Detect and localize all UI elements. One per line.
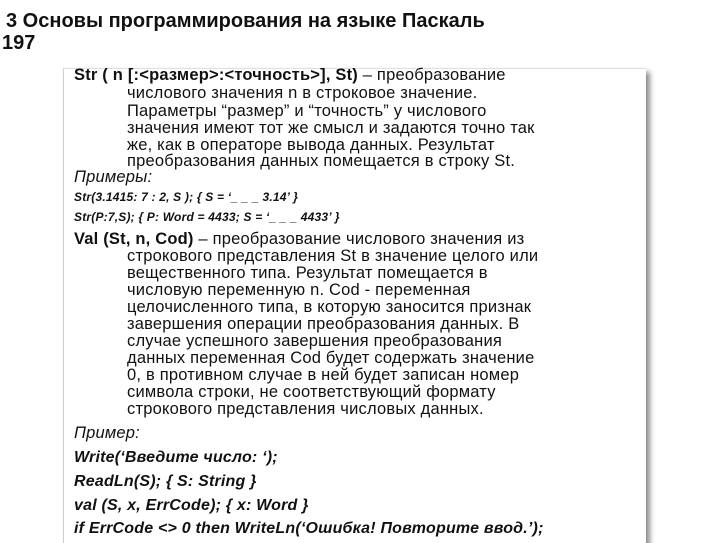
str-example-2: Str(P:7,S); { P: Word = 4433; S = ‘_ _ _ 4433’ } [74,210,340,224]
str-desc-first: – преобразование [357,66,506,84]
code-line: Write(‘Введите число: ‘); [74,449,278,466]
val-desc-line: вещественного типа. Результат помещается в [127,264,488,282]
str-desc-line: числового значения n в строковое значение. [127,84,478,102]
val-heading [74,230,524,248]
val-desc-line: символа строки, не соответствующий формату [127,383,496,401]
code-line: val (S, x, ErrCode); { x: Word } [74,497,309,514]
val-desc-line: строкового представления числовых данных. [127,400,484,418]
str-heading [74,66,506,84]
str-examples-label: Примеры: [74,168,153,186]
val-desc-line: строкового представления St в значение целого или [127,247,539,265]
page-number: 197 [2,32,36,54]
str-desc-line: Параметры “размер” и “точность” у числового [127,102,487,120]
str-desc-line: значения имеют тот же смысл и задаются точно так [127,119,535,137]
str-desc-line: же, как в операторе вывода данных. Результат [127,136,495,154]
val-signature: Val (St, n, Cod) [74,230,194,248]
slide-title: 3 Основы программирования на языке Паскаль [6,10,485,32]
str-desc-line: преобразования данных помещается в строку St. [127,152,516,170]
val-desc-line: 0, в противном случае в ней будет записан номер [127,366,520,384]
val-desc-line: случае успешного завершения преобразования [127,332,503,350]
str-signature: Str ( n [:<размер>:<точность>], St) [74,66,358,84]
val-desc-line: завершения операции преобразования данных. В [127,315,520,333]
code-line: if ErrCode <> 0 then WriteLn(‘Ошибка! Повторите ввод.’); [74,520,544,537]
code-line: ReadLn(S); { S: String } [74,473,257,490]
val-example-label: Пример: [74,424,140,442]
val-desc-first: – преобразование числового значения из [193,230,525,248]
slide-header [2,10,485,54]
val-desc-line: данных переменная Cod будет содержать значение [127,349,535,367]
val-desc-line: числовую переменную n. Cod - переменная [127,281,471,299]
str-example-1: Str(3.1415: 7 : 2, S ); { S = ‘_ _ _ 3.14’ } [74,190,299,204]
val-desc-line: целочисленного типа, в которую заносится признак [127,298,532,316]
